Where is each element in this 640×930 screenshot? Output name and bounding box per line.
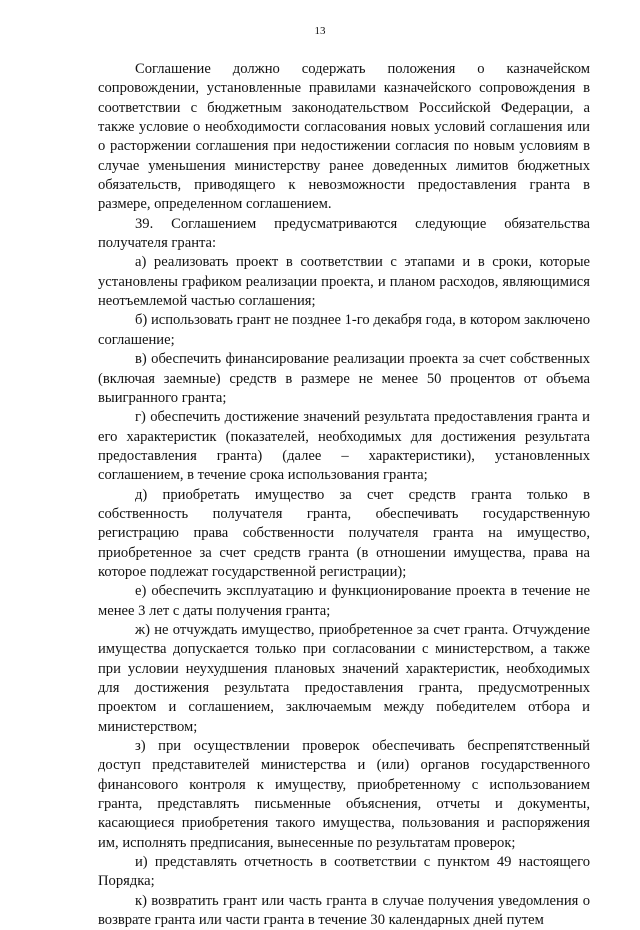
paragraph-39-obligations: 39. Соглашением предусматриваются следующие обязательства получателя гранта:: [98, 215, 590, 252]
item-v-financing: в) обеспечить финансирование реализации проекта за счет собственных (включая заемные) средств в размере не менее 50 процентов от объема выигранного гранта;: [98, 351, 590, 406]
item-i-reporting: и) представлять отчетность в соответствии с пунктом 49 настоящего Порядка;: [98, 854, 590, 890]
item-z-inspections: з) при осуществлении проверок обеспечивать беспрепятственный доступ представителей министерства и (или) органов государственного финансового контроля к имуществу, приобретенному с использованием гранта, представлять письменные объяснения, отчеты и документы, касающиеся приобретения такого имущества, пользования и распоряжения им, исполнять предписания, вынесенные по результатам проверок;: [98, 738, 590, 851]
paragraph-agreement-treasury: Соглашение должно содержать положения о казначейском сопровождении, установленные правилами казначейского сопровождения в соответствии с бюджетным законодательством Российской Федерации, а также условие о необходимости согласования новых условий соглашения или о расторжении соглашения при недостижении согласия по новым условиям в случае уменьшения министерству ранее доведенных лимитов бюджетных обязательств, приводящего к невозможности предоставления гранта в размере, определенном соглашением.: [98, 61, 590, 213]
item-k-return-grant: к) возвратить грант или часть гранта в случае получения уведомления о возврате гранта или части гранта в течение 30 календарных дней путем: [98, 892, 590, 929]
item-g-results: г) обеспечить достижение значений результата предоставления гранта и его характеристик (показателей, необходимых для достижения результата предоставления гранта) (далее – характеристики), установленных соглашением, в течение срока использования гранта;: [98, 409, 590, 484]
item-zh-no-alienation: ж) не отчуждать имущество, приобретенное за счет гранта. Отчуждение имущества допускается только при согласовании с министерством, а также при условии неухудшения плановых значений характеристик, необходимых для достижения результата предоставления гранта, предусмотренных проектом и соглашением, заключаемым между победителем отбора и министерством;: [98, 621, 590, 735]
page-number: 13: [314, 25, 326, 37]
item-e-operation: е) обеспечить эксплуатацию и функционирование проекта в течение не менее 3 лет с даты получения гранта;: [98, 583, 590, 619]
item-d-property: д) приобретать имущество за счет средств гранта только в собственность получателя гранта, обеспечивать государственную регистрацию права собственности получателя гранта на имущество, приобретенное за счет средств гранта (в отношении имущества, права на которое подлежат государственной регистрации);: [98, 486, 590, 580]
item-b-use-grant: б) использовать грант не позднее 1-го декабря года, в котором заключено соглашение;: [98, 312, 590, 348]
item-a-implement-project: а) реализовать проект в соответствии с этапами и в сроки, которые установлены графиком реализации проекта, и планом расходов, являющимися неотъемлемой частью соглашения;: [98, 254, 590, 310]
document-body: [98, 60, 590, 930]
